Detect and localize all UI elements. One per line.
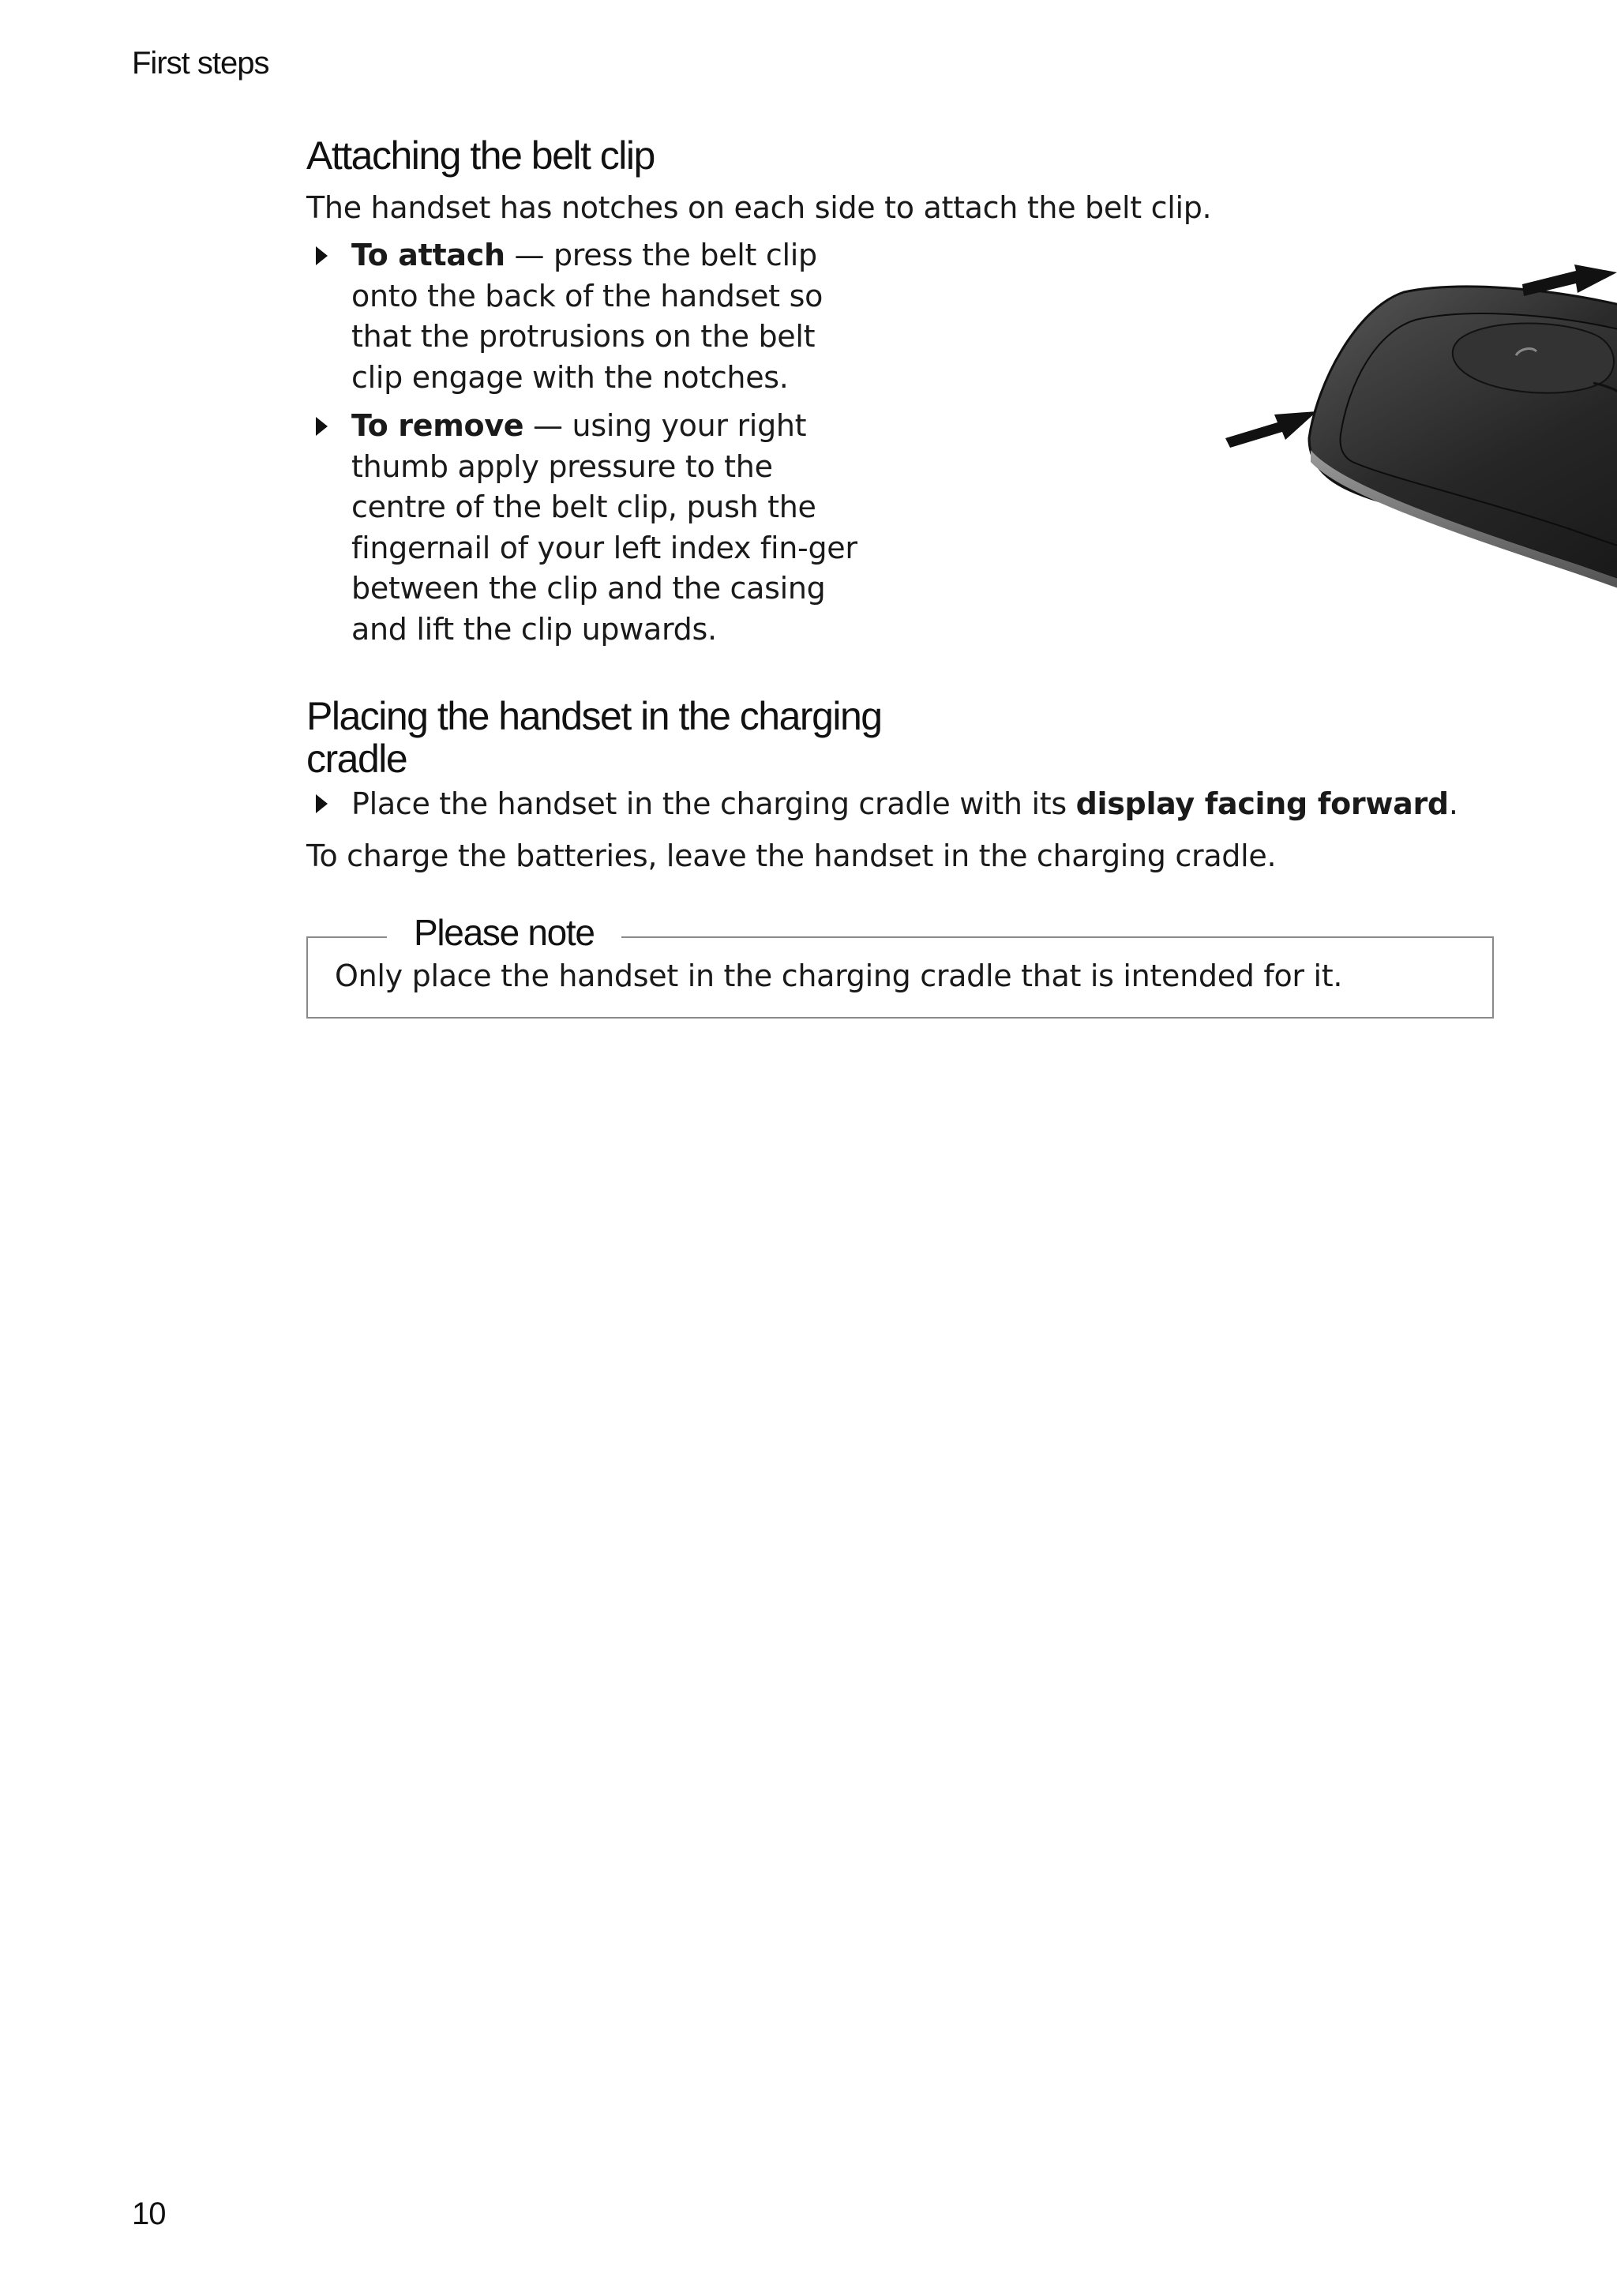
section-intro: The handset has notches on each side to attach the belt clip. — [306, 190, 1212, 225]
triangle-right-icon — [316, 246, 328, 265]
charging-step — [306, 783, 1494, 824]
handset-belt-clip-illustration — [1222, 264, 1617, 643]
step-emphasis: display facing forward — [1075, 786, 1449, 821]
running-header: First steps — [132, 46, 269, 81]
step-remove — [306, 406, 859, 650]
belt-clip-steps — [306, 235, 859, 658]
section-heading-charging-cradle: Placing the handset in the charging cradle — [306, 694, 882, 781]
step-title: To remove — [351, 408, 524, 443]
arrow-top-icon — [1522, 264, 1617, 296]
step-text: Place the handset in the charging cradle with its — [351, 786, 1076, 821]
note-text: Only place the handset in the charging cradle that is intended for it. — [335, 959, 1343, 993]
triangle-right-icon — [316, 794, 328, 813]
page-number: 10 — [132, 2197, 166, 2231]
step-text-end: . — [1448, 786, 1458, 821]
triangle-right-icon — [316, 417, 328, 436]
arrow-bottom-icon — [1225, 411, 1317, 448]
step-title: To attach — [351, 238, 505, 272]
step-text: — press the belt clip onto the back of the handset so that the protrusions on the belt clip engage with the notches. — [351, 238, 824, 395]
step-attach — [306, 235, 859, 398]
step-text: — using your right thumb apply pressure to the centre of the belt clip, push the fingernail of your left index fin-ger between the clip and the casing and lift the clip upwards. — [351, 408, 857, 647]
please-note-box — [306, 912, 1494, 1019]
section-heading-belt-clip: Attaching the belt clip — [306, 133, 655, 178]
charging-paragraph: To charge the batteries, leave the handset in the charging cradle. — [306, 838, 1277, 873]
note-title: Please note — [387, 911, 621, 954]
